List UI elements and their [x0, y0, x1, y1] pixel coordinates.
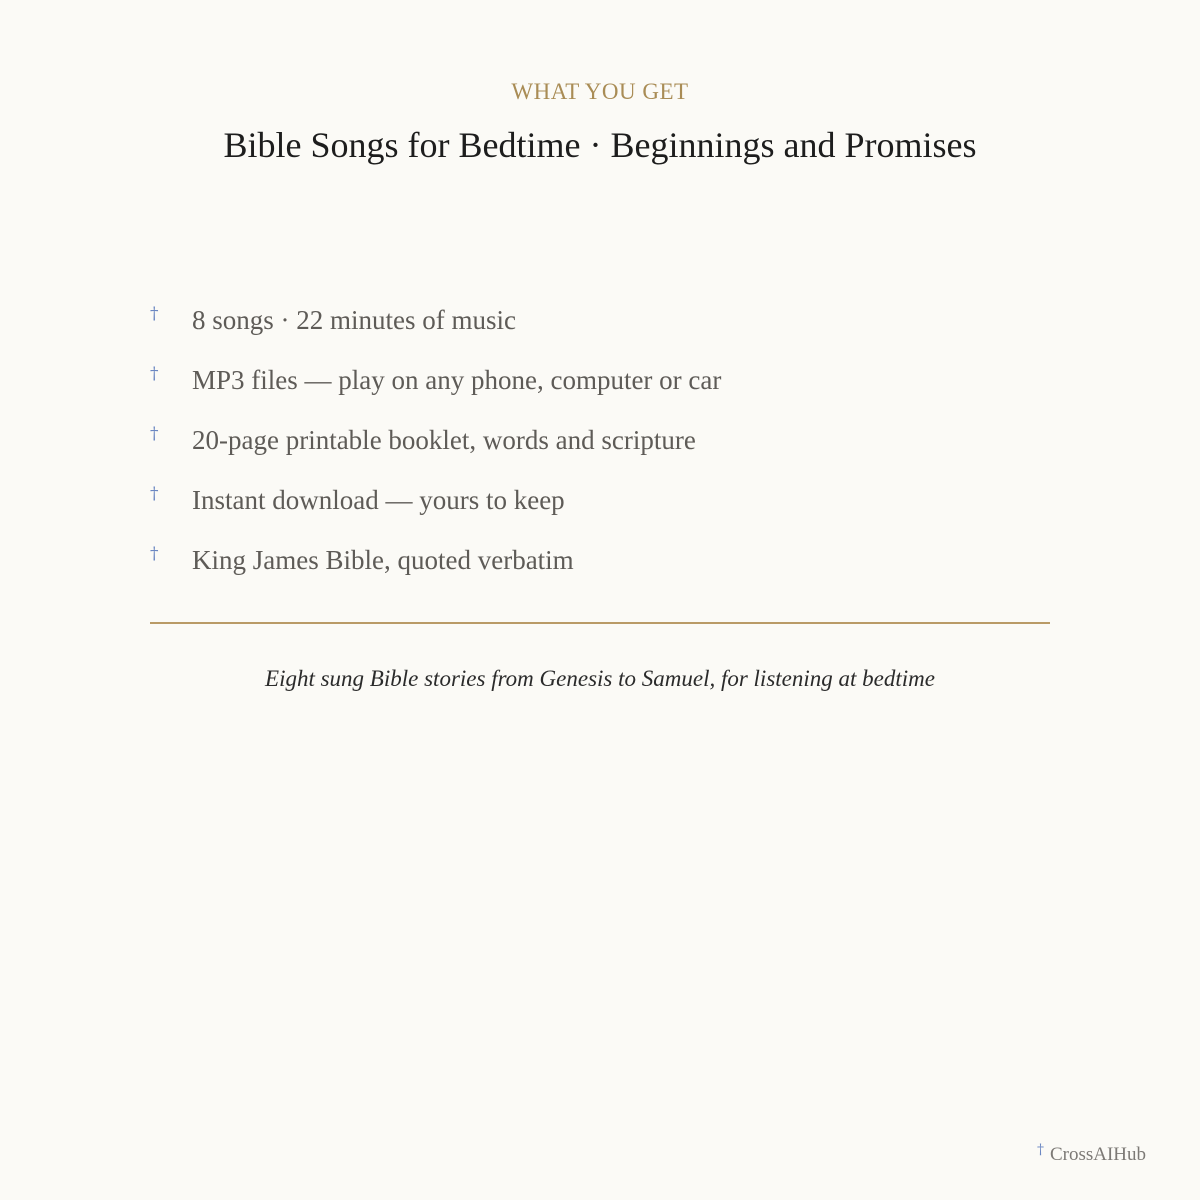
cross-icon: † — [150, 484, 159, 504]
cross-icon: † — [150, 544, 159, 564]
cross-icon: † — [150, 304, 159, 324]
brand-name: CrossAIHub — [1049, 1144, 1146, 1165]
cross-icon: † — [1036, 1142, 1044, 1158]
feature-item — [148, 296, 1048, 356]
feature-item — [148, 536, 1048, 596]
feature-item — [148, 356, 1048, 416]
page-title: Bible Songs for Bedtime · Beginnings and Promises — [223, 125, 977, 165]
feature-label: King James Bible, quoted verbatim — [192, 545, 574, 575]
feature-label: Instant download — yours to keep — [192, 485, 565, 515]
section-divider — [150, 622, 1050, 624]
cross-icon: † — [150, 424, 159, 444]
section-eyebrow: WHAT YOU GET — [511, 79, 689, 104]
feature-label: 20-page printable booklet, words and scripture — [192, 425, 696, 455]
feature-label: MP3 files — play on any phone, computer or car — [192, 365, 722, 395]
feature-label: 8 songs · 22 minutes of music — [192, 305, 516, 335]
brand-watermark — [1037, 1144, 1146, 1166]
cross-icon: † — [150, 364, 159, 384]
feature-item — [148, 416, 1048, 476]
feature-item — [148, 476, 1048, 536]
tagline: Eight sung Bible stories from Genesis to Samuel, for listening at bedtime — [265, 666, 935, 691]
feature-list — [148, 296, 1048, 596]
